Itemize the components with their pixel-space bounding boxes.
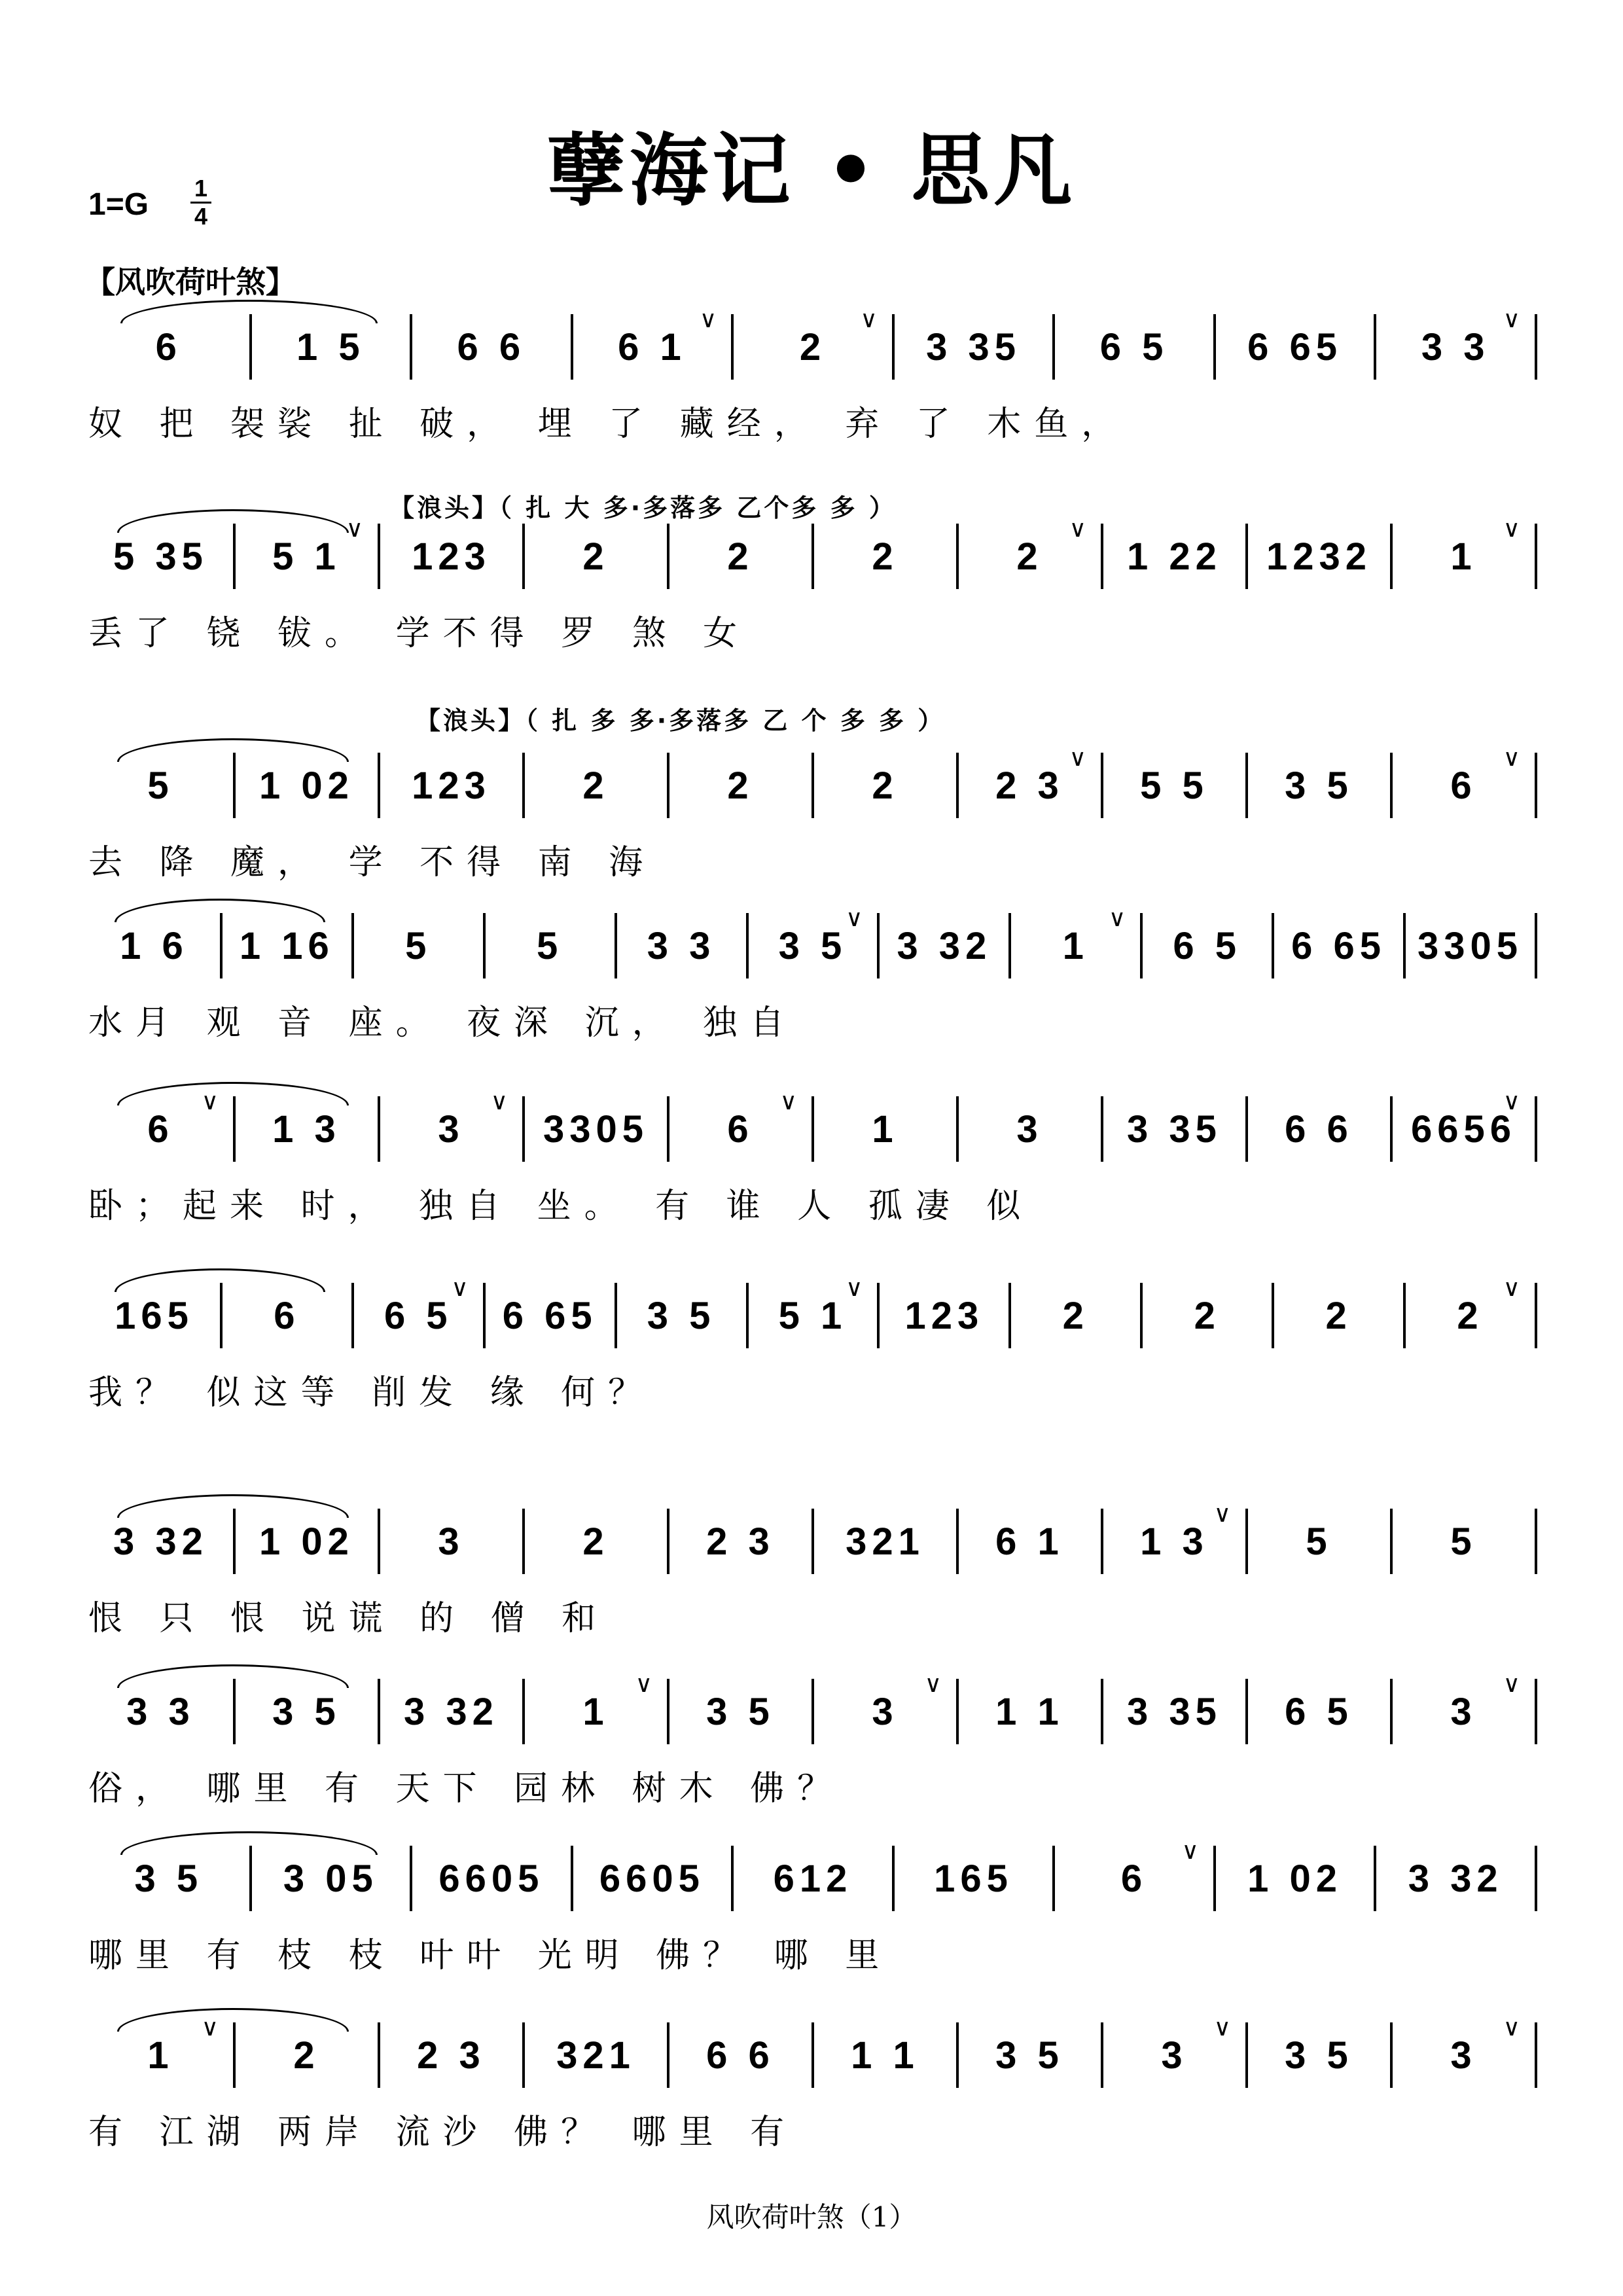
barline-end xyxy=(1535,1846,1537,1911)
jianpu-notes: 3 xyxy=(1450,1690,1477,1733)
lyrics-line: 哪里 有 枝 枝 叶叶 光明 佛？ 哪 里 xyxy=(88,1936,893,1975)
jianpu-notes: 2 xyxy=(1457,1294,1484,1337)
measure xyxy=(1390,745,1535,818)
jianpu-notes: 3 5 xyxy=(778,924,847,967)
breath-mark: ∨ xyxy=(1069,745,1092,772)
jianpu-notes: 3 32 xyxy=(404,1690,499,1733)
measure xyxy=(956,1509,1101,1574)
jianpu-notes: 3 3 xyxy=(647,924,716,967)
jianpu-notes: 1 xyxy=(1450,535,1477,578)
slur-arc xyxy=(117,509,349,533)
breath-mark: ∨ xyxy=(1503,1671,1525,1698)
breath-mark: ∨ xyxy=(1503,2015,1525,2041)
jianpu-notes: 5 xyxy=(537,924,563,967)
jianpu-notes: 2 3 xyxy=(995,764,1064,807)
measure xyxy=(88,1088,233,1162)
jianpu-notes: 1 3 xyxy=(1140,1520,1209,1563)
notes-row xyxy=(88,516,1535,589)
slur-arc xyxy=(117,738,349,762)
measure xyxy=(233,1509,378,1574)
measure xyxy=(483,1283,615,1348)
breath-mark: ∨ xyxy=(699,306,722,333)
time-signature-denominator: 4 xyxy=(194,203,208,230)
measure xyxy=(1245,1679,1390,1744)
jianpu-notes: 5 xyxy=(147,764,174,807)
jianpu-notes: 1 02 xyxy=(259,764,354,807)
barline-end xyxy=(1535,1679,1537,1744)
measure xyxy=(522,2022,667,2088)
barline-end xyxy=(1535,1096,1537,1162)
jianpu-notes: 3 5 xyxy=(995,2034,1064,2077)
jianpu-notes: 6 6 xyxy=(1285,1107,1353,1151)
key-signature: 1=G xyxy=(88,187,149,222)
jianpu-notes: 5 xyxy=(1306,1520,1332,1563)
measure xyxy=(812,524,956,589)
jianpu-notes: 1 1 xyxy=(851,2034,919,2077)
jianpu-notes: 1 16 xyxy=(239,924,334,967)
time-signature xyxy=(188,175,214,230)
measure xyxy=(410,314,571,380)
jianpu-notes: 165 xyxy=(934,1857,1013,1900)
jianpu-notes: 2 xyxy=(582,764,609,807)
measure xyxy=(522,1509,667,1574)
measure xyxy=(249,314,410,380)
jianpu-notes: 321 xyxy=(556,2034,635,2077)
measure xyxy=(249,1846,410,1911)
measure xyxy=(351,913,483,978)
measure xyxy=(233,753,378,818)
jianpu-notes: 1 xyxy=(582,1690,609,1733)
jianpu-notes: 3 32 xyxy=(897,924,992,967)
breath-mark: ∨ xyxy=(451,1275,474,1302)
jianpu-notes: 1 02 xyxy=(1247,1857,1343,1900)
notes-row xyxy=(88,306,1535,380)
breath-mark: ∨ xyxy=(1181,1838,1204,1865)
jianpu-notes: 6 5 xyxy=(383,1294,453,1337)
notes-row xyxy=(88,2015,1535,2088)
measure xyxy=(88,1283,220,1348)
breath-mark: ∨ xyxy=(1213,2015,1236,2041)
slur-arc xyxy=(117,2008,349,2032)
jianpu-notes: 321 xyxy=(846,1520,925,1563)
measure xyxy=(378,2022,522,2088)
measure xyxy=(1245,1096,1390,1162)
jianpu-notes: 2 xyxy=(872,535,899,578)
measure xyxy=(522,1671,667,1744)
measure xyxy=(1245,753,1390,818)
slur-arc xyxy=(120,1831,378,1855)
slur-arc xyxy=(115,899,325,922)
jianpu-notes: 2 xyxy=(293,2034,320,2077)
measure xyxy=(522,753,667,818)
time-signature-numerator: 1 xyxy=(194,175,208,202)
jianpu-notes: 6 xyxy=(147,1107,174,1151)
jianpu-notes: 3 5 xyxy=(272,1690,341,1733)
measure xyxy=(88,314,249,380)
barline-end xyxy=(1535,1283,1537,1348)
jianpu-notes: 6 6 xyxy=(457,325,526,368)
jianpu-notes: 6 65 xyxy=(1247,325,1343,368)
jianpu-notes: 3 xyxy=(872,1690,899,1733)
breath-mark: ∨ xyxy=(1213,1501,1236,1528)
measure xyxy=(378,753,522,818)
jianpu-notes: 2 xyxy=(1194,1294,1221,1337)
jianpu-notes: 3 5 xyxy=(1285,2034,1353,2077)
breath-mark: ∨ xyxy=(1503,306,1525,333)
measure xyxy=(1008,905,1140,978)
measure xyxy=(88,2015,233,2088)
measure xyxy=(378,1679,522,1744)
jianpu-notes: 165 xyxy=(115,1294,194,1337)
jianpu-notes: 2 xyxy=(799,325,827,368)
jianpu-notes: 3 xyxy=(1016,1107,1043,1151)
lyrics-line: 去 降 魔， 学 不得 南 海 xyxy=(88,843,656,882)
page-footer: 风吹荷叶煞（1） xyxy=(706,2201,917,2233)
score-title: 孽海记 • 思凡 xyxy=(546,124,1077,217)
measure xyxy=(1101,1501,1245,1574)
measure xyxy=(667,524,812,589)
measure xyxy=(351,1275,483,1348)
breath-mark: ∨ xyxy=(346,516,368,543)
measure xyxy=(483,913,615,978)
jianpu-notes: 6 xyxy=(155,325,182,368)
measure xyxy=(731,1846,892,1911)
measure xyxy=(956,516,1101,589)
breath-mark: ∨ xyxy=(1503,1275,1525,1302)
jianpu-notes: 3 32 xyxy=(1408,1857,1503,1900)
jianpu-notes: 123 xyxy=(412,764,491,807)
jianpu-notes: 612 xyxy=(773,1857,853,1900)
jianpu-notes: 2 xyxy=(872,764,899,807)
lyrics-line: 有 江湖 两岸 流沙 佛？ 哪里 有 xyxy=(88,2113,798,2152)
jianpu-notes: 5 1 xyxy=(778,1294,847,1337)
measure xyxy=(233,1096,378,1162)
jianpu-notes: 5 5 xyxy=(1140,764,1209,807)
measure xyxy=(1245,2022,1390,2088)
measure xyxy=(378,524,522,589)
jianpu-notes: 123 xyxy=(904,1294,984,1337)
measure xyxy=(877,913,1008,978)
measure xyxy=(1101,1679,1245,1744)
lyrics-line: 奴 把 袈裟 扯 破， 埋 了 藏经， 弃 了 木鱼， xyxy=(88,404,1129,444)
lyrics-line: 水月 观 音 座。 夜深 沉， 独自 xyxy=(88,1003,798,1043)
measure xyxy=(88,524,233,589)
measure xyxy=(1390,1671,1535,1744)
notes-row xyxy=(88,1838,1535,1911)
slur-arc xyxy=(117,1664,349,1688)
measure xyxy=(1140,1283,1272,1348)
measure xyxy=(615,1283,746,1348)
jianpu-notes: 5 xyxy=(405,924,432,967)
measure xyxy=(892,1846,1053,1911)
slur-arc xyxy=(120,300,378,323)
measure xyxy=(892,314,1053,380)
notes-row xyxy=(88,745,1535,818)
breath-mark: ∨ xyxy=(1503,516,1525,543)
measure xyxy=(746,1275,878,1348)
lyrics-line: 我？ 似这等 削发 缘 何？ xyxy=(88,1373,656,1412)
jianpu-notes: 2 3 xyxy=(706,1520,775,1563)
measure xyxy=(1101,1096,1245,1162)
jianpu-notes: 3 32 xyxy=(113,1520,208,1563)
measure xyxy=(956,1679,1101,1744)
measure xyxy=(667,753,812,818)
percussion-line: 【浪头】（ 扎 大 多·多落多 乙个多 多 ） xyxy=(389,493,897,522)
jianpu-notes: 6 1 xyxy=(995,1520,1064,1563)
measure xyxy=(522,1096,667,1162)
jianpu-notes: 1 1 xyxy=(995,1690,1064,1733)
measure xyxy=(1052,1838,1213,1911)
measure xyxy=(233,2022,378,2088)
breath-mark: ∨ xyxy=(860,306,883,333)
measure xyxy=(410,1846,571,1911)
measure xyxy=(1403,1275,1535,1348)
jianpu-notes: 2 xyxy=(1062,1294,1089,1337)
notes-row xyxy=(88,1088,1535,1162)
breath-mark: ∨ xyxy=(490,1088,513,1115)
jianpu-notes: 3 3 xyxy=(1421,325,1490,368)
lyrics-line: 恨 只 恨 说谎 的 僧 和 xyxy=(88,1599,609,1638)
breath-mark: ∨ xyxy=(846,905,868,932)
measure xyxy=(1052,314,1213,380)
measure xyxy=(956,2022,1101,2088)
jianpu-notes: 1 xyxy=(1062,924,1089,967)
jianpu-notes: 5 35 xyxy=(113,535,208,578)
measure xyxy=(522,524,667,589)
jianpu-notes: 3 35 xyxy=(1127,1690,1222,1733)
jianpu-notes: 6 5 xyxy=(1173,924,1242,967)
measure xyxy=(1245,1509,1390,1574)
breath-mark: ∨ xyxy=(201,1088,224,1115)
jianpu-notes: 1 22 xyxy=(1127,535,1222,578)
measure xyxy=(88,753,233,818)
lyrics-line: 丢了 铙 钹。 学不得 罗 煞 女 xyxy=(88,614,751,653)
breath-mark: ∨ xyxy=(635,1671,658,1698)
breath-mark: ∨ xyxy=(924,1671,947,1698)
barline-end xyxy=(1535,913,1537,978)
jianpu-notes: 6656 xyxy=(1410,1107,1517,1151)
jianpu-notes: 5 1 xyxy=(272,535,341,578)
jianpu-notes: 6 xyxy=(1120,1857,1148,1900)
breath-mark: ∨ xyxy=(1069,516,1092,543)
jianpu-notes: 6 65 xyxy=(1291,924,1387,967)
barline-end xyxy=(1535,524,1537,589)
measure xyxy=(956,1096,1101,1162)
measure xyxy=(1101,524,1245,589)
measure xyxy=(571,1846,732,1911)
jianpu-notes: 123 xyxy=(412,535,491,578)
measure xyxy=(667,1679,812,1744)
jianpu-notes: 3 xyxy=(438,1520,465,1563)
breath-mark: ∨ xyxy=(201,2015,224,2041)
measure xyxy=(88,1846,249,1911)
measure xyxy=(1390,2015,1535,2088)
measure xyxy=(1140,913,1272,978)
measure xyxy=(88,1679,233,1744)
breath-mark: ∨ xyxy=(1503,745,1525,772)
measure xyxy=(1272,1283,1403,1348)
jianpu-notes: 3 35 xyxy=(1127,1107,1222,1151)
jianpu-notes: 1 5 xyxy=(296,325,365,368)
jianpu-notes: 3305 xyxy=(1418,924,1524,967)
measure xyxy=(667,1088,812,1162)
jianpu-notes: 2 xyxy=(727,535,754,578)
measure xyxy=(615,913,746,978)
measure xyxy=(571,306,732,380)
notes-row xyxy=(88,1501,1535,1574)
measure xyxy=(1213,1846,1374,1911)
barline-end xyxy=(1535,2022,1537,2088)
notes-row xyxy=(88,905,1535,978)
jianpu-notes: 6 xyxy=(727,1107,754,1151)
jianpu-notes: 3 5 xyxy=(647,1294,716,1337)
jianpu-notes: 6 5 xyxy=(1285,1690,1353,1733)
jianpu-notes: 1 xyxy=(147,2034,174,2077)
jianpu-notes: 2 xyxy=(1016,535,1043,578)
jianpu-notes: 6 1 xyxy=(618,325,687,368)
section-label: 【风吹荷叶煞】 xyxy=(85,264,296,300)
slur-arc xyxy=(117,1494,349,1518)
jianpu-notes: 6 6 xyxy=(706,2034,775,2077)
jianpu-notes: 1232 xyxy=(1266,535,1372,578)
jianpu-notes: 1 6 xyxy=(120,924,188,967)
jianpu-notes: 3 5 xyxy=(706,1690,775,1733)
jianpu-notes: 3 35 xyxy=(926,325,1021,368)
measure xyxy=(812,2022,956,2088)
jianpu-notes: 2 3 xyxy=(417,2034,486,2077)
jianpu-notes: 3 5 xyxy=(1285,764,1353,807)
jianpu-notes: 3305 xyxy=(543,1107,649,1151)
breath-mark: ∨ xyxy=(1503,1088,1525,1115)
measure xyxy=(1101,2015,1245,2088)
breath-mark: ∨ xyxy=(779,1088,802,1115)
jianpu-notes: 1 3 xyxy=(272,1107,341,1151)
jianpu-notes: 5 xyxy=(1450,1520,1477,1563)
jianpu-notes: 6 5 xyxy=(1099,325,1169,368)
jianpu-notes: 2 xyxy=(582,535,609,578)
measure xyxy=(220,913,351,978)
measure xyxy=(956,745,1101,818)
jianpu-notes: 3 3 xyxy=(126,1690,195,1733)
measure xyxy=(812,1509,956,1574)
measure xyxy=(877,1283,1008,1348)
jianpu-notes: 2 xyxy=(1325,1294,1352,1337)
measure xyxy=(1390,1088,1535,1162)
measure xyxy=(812,1671,956,1744)
breath-mark: ∨ xyxy=(1108,905,1132,932)
slur-arc xyxy=(117,1082,349,1105)
measure xyxy=(667,2022,812,2088)
barline-end xyxy=(1535,1509,1537,1574)
lyrics-line: 卧；起来 时， 独自 坐。 有 谁 人 孤凄 似 xyxy=(88,1187,1034,1226)
measure xyxy=(1390,1509,1535,1574)
measure xyxy=(1390,516,1535,589)
lyrics-line: 俗， 哪里 有 天下 园林 树木 佛？ xyxy=(88,1769,845,1808)
jianpu-notes: 2 xyxy=(727,764,754,807)
jianpu-notes: 1 02 xyxy=(259,1520,354,1563)
breath-mark: ∨ xyxy=(846,1275,868,1302)
measure xyxy=(233,1679,378,1744)
measure xyxy=(667,1509,812,1574)
jianpu-notes: 3 05 xyxy=(283,1857,378,1900)
jianpu-notes: 1 xyxy=(872,1107,899,1151)
measure xyxy=(1403,913,1535,978)
jianpu-notes: 3 xyxy=(1450,2034,1477,2077)
slur-arc xyxy=(115,1268,325,1292)
measure xyxy=(731,306,892,380)
jianpu-notes: 6 xyxy=(274,1294,300,1337)
measure xyxy=(88,1509,233,1574)
measure xyxy=(88,913,220,978)
percussion-line: 【浪头】（ 扎 多 多·多落多 乙 个 多 多 ） xyxy=(416,706,946,735)
measure xyxy=(1008,1283,1140,1348)
barline-end xyxy=(1535,753,1537,818)
measure xyxy=(1374,1846,1535,1911)
measure xyxy=(378,1509,522,1574)
notes-row xyxy=(88,1275,1535,1348)
jianpu-notes: 6 xyxy=(1450,764,1477,807)
measure xyxy=(1272,913,1403,978)
jianpu-notes: 6 65 xyxy=(502,1294,597,1337)
jianpu-notes: 3 xyxy=(438,1107,465,1151)
notes-row xyxy=(88,1671,1535,1744)
measure xyxy=(1245,524,1390,589)
measure xyxy=(812,753,956,818)
barline-end xyxy=(1535,314,1537,380)
measure xyxy=(220,1283,351,1348)
measure xyxy=(812,1096,956,1162)
measure xyxy=(746,905,878,978)
jianpu-notes: 6605 xyxy=(438,1857,544,1900)
jianpu-notes: 3 xyxy=(1161,2034,1188,2077)
jianpu-notes: 6605 xyxy=(599,1857,705,1900)
jianpu-notes: 3 5 xyxy=(134,1857,204,1900)
measure xyxy=(1374,306,1535,380)
measure xyxy=(233,516,378,589)
measure xyxy=(1213,314,1374,380)
measure xyxy=(1101,753,1245,818)
measure xyxy=(378,1088,522,1162)
jianpu-notes: 2 xyxy=(582,1520,609,1563)
